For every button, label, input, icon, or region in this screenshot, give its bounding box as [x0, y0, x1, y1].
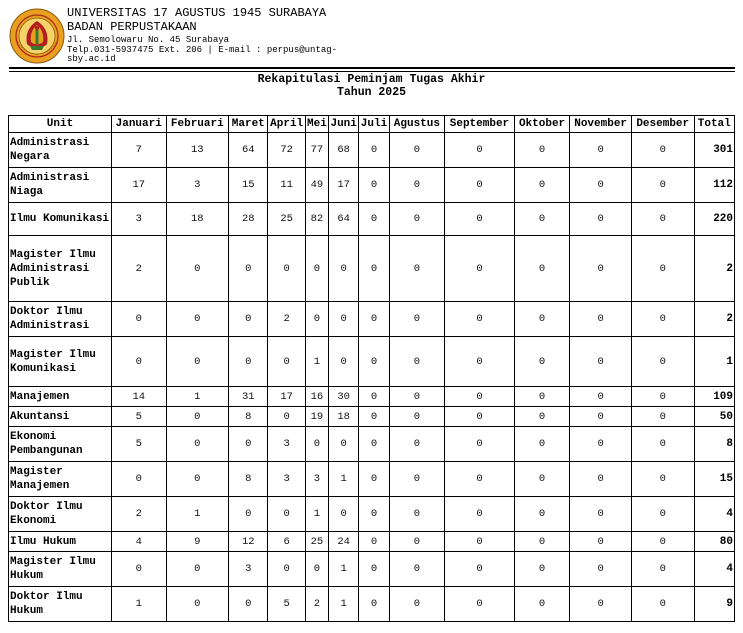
month-value-cell: 25	[268, 203, 305, 236]
total-cell: 4	[694, 497, 734, 532]
month-value-cell: 0	[305, 552, 328, 587]
month-value-cell: 77	[305, 133, 328, 168]
month-value-cell: 31	[229, 387, 268, 407]
month-value-cell: 18	[329, 407, 359, 427]
month-value-cell: 0	[389, 427, 445, 462]
month-value-cell: 0	[570, 203, 632, 236]
month-value-cell: 0	[631, 407, 694, 427]
month-value-cell: 0	[329, 427, 359, 462]
total-cell: 301	[694, 133, 734, 168]
month-value-cell: 3	[166, 168, 229, 203]
month-value-cell: 0	[329, 302, 359, 337]
month-value-cell: 0	[514, 302, 570, 337]
month-value-cell: 0	[445, 133, 515, 168]
month-value-cell: 0	[445, 407, 515, 427]
month-value-cell: 0	[631, 497, 694, 532]
total-cell: 112	[694, 168, 734, 203]
month-value-cell: 0	[166, 587, 229, 622]
month-value-cell: 0	[570, 497, 632, 532]
column-header: Desember	[631, 116, 694, 133]
month-value-cell: 1	[329, 552, 359, 587]
month-value-cell: 0	[514, 532, 570, 552]
month-value-cell: 0	[389, 552, 445, 587]
month-value-cell: 1	[166, 387, 229, 407]
month-value-cell: 0	[166, 462, 229, 497]
month-value-cell: 0	[570, 387, 632, 407]
table-row	[9, 462, 735, 497]
month-value-cell: 0	[359, 532, 389, 552]
table-row	[9, 133, 735, 168]
month-value-cell: 0	[445, 552, 515, 587]
month-value-cell: 0	[305, 427, 328, 462]
month-value-cell: 0	[229, 302, 268, 337]
unit-cell: Administrasi Niaga	[9, 168, 112, 203]
month-value-cell: 68	[329, 133, 359, 168]
month-value-cell: 5	[111, 407, 166, 427]
column-header: September	[445, 116, 515, 133]
month-value-cell: 0	[514, 407, 570, 427]
table-row	[9, 552, 735, 587]
month-value-cell: 0	[445, 532, 515, 552]
month-value-cell: 0	[389, 236, 445, 302]
column-header: Oktober	[514, 116, 570, 133]
column-header: Maret	[229, 116, 268, 133]
total-cell: 220	[694, 203, 734, 236]
address: Jl. Semolowaru No. 45 Surabaya	[67, 35, 230, 45]
month-value-cell: 4	[111, 532, 166, 552]
total-cell: 4	[694, 552, 734, 587]
month-value-cell: 0	[631, 532, 694, 552]
month-value-cell: 0	[268, 337, 305, 387]
month-value-cell: 0	[389, 133, 445, 168]
month-value-cell: 0	[570, 552, 632, 587]
month-value-cell: 0	[359, 407, 389, 427]
month-value-cell: 0	[268, 407, 305, 427]
month-value-cell: 0	[229, 427, 268, 462]
month-value-cell: 0	[514, 168, 570, 203]
column-header: Januari	[111, 116, 166, 133]
month-value-cell: 3	[268, 462, 305, 497]
department-name: BADAN PERPUSTAKAAN	[67, 20, 197, 34]
header-divider-thin	[9, 71, 735, 72]
month-value-cell: 5	[268, 587, 305, 622]
university-name: UNIVERSITAS 17 AGUSTUS 1945 SURABAYA	[67, 6, 327, 20]
month-value-cell: 0	[514, 587, 570, 622]
month-value-cell: 0	[445, 497, 515, 532]
month-value-cell: 0	[166, 407, 229, 427]
month-value-cell: 0	[631, 387, 694, 407]
month-value-cell: 0	[445, 236, 515, 302]
table-row	[9, 168, 735, 203]
month-value-cell: 0	[631, 168, 694, 203]
month-value-cell: 0	[305, 302, 328, 337]
total-cell: 2	[694, 236, 734, 302]
month-value-cell: 1	[305, 337, 328, 387]
month-value-cell: 0	[329, 236, 359, 302]
unit-cell: Magister Ilmu Komunikasi	[9, 337, 112, 387]
month-value-cell: 0	[631, 427, 694, 462]
month-value-cell: 0	[514, 337, 570, 387]
month-value-cell: 0	[631, 462, 694, 497]
month-value-cell: 0	[389, 337, 445, 387]
month-value-cell: 0	[631, 337, 694, 387]
unit-cell: Doktor Ilmu Administrasi	[9, 302, 112, 337]
month-value-cell: 24	[329, 532, 359, 552]
letterhead	[9, 6, 735, 64]
unit-cell: Doktor Ilmu Hukum	[9, 587, 112, 622]
month-value-cell: 8	[229, 407, 268, 427]
month-value-cell: 0	[389, 302, 445, 337]
month-value-cell: 64	[329, 203, 359, 236]
month-value-cell: 0	[445, 587, 515, 622]
borrower-recap-table	[8, 115, 735, 622]
month-value-cell: 64	[229, 133, 268, 168]
month-value-cell: 0	[445, 427, 515, 462]
month-value-cell: 0	[514, 462, 570, 497]
unit-cell: Magister Manajemen	[9, 462, 112, 497]
month-value-cell: 0	[268, 552, 305, 587]
month-value-cell: 0	[570, 462, 632, 497]
column-header: Juni	[329, 116, 359, 133]
month-value-cell: 0	[359, 587, 389, 622]
month-value-cell: 0	[359, 462, 389, 497]
month-value-cell: 0	[445, 203, 515, 236]
column-header: Total	[694, 116, 734, 133]
month-value-cell: 0	[631, 302, 694, 337]
month-value-cell: 28	[229, 203, 268, 236]
month-value-cell: 30	[329, 387, 359, 407]
column-header: April	[268, 116, 305, 133]
month-value-cell: 18	[166, 203, 229, 236]
month-value-cell: 13	[166, 133, 229, 168]
month-value-cell: 0	[445, 168, 515, 203]
contact-info: Telp.031-5937475 Ext. 206 | E-mail : perpus@untag-sby.ac.id	[67, 45, 338, 64]
month-value-cell: 0	[229, 497, 268, 532]
month-value-cell: 0	[389, 203, 445, 236]
month-value-cell: 0	[389, 587, 445, 622]
table-row	[9, 587, 735, 622]
month-value-cell: 0	[631, 236, 694, 302]
month-value-cell: 0	[359, 302, 389, 337]
month-value-cell: 0	[111, 337, 166, 387]
month-value-cell: 17	[111, 168, 166, 203]
month-value-cell: 0	[445, 337, 515, 387]
month-value-cell: 3	[229, 552, 268, 587]
month-value-cell: 0	[268, 497, 305, 532]
month-value-cell: 0	[514, 236, 570, 302]
month-value-cell: 0	[359, 427, 389, 462]
month-value-cell: 0	[631, 133, 694, 168]
unit-cell: Doktor Ilmu Ekonomi	[9, 497, 112, 532]
month-value-cell: 14	[111, 387, 166, 407]
column-header: Mei	[305, 116, 328, 133]
month-value-cell: 0	[389, 532, 445, 552]
report-title-text: Rekapitulasi Peminjam Tugas Akhir	[257, 73, 486, 86]
month-value-cell: 72	[268, 133, 305, 168]
month-value-cell: 0	[389, 387, 445, 407]
report-year: Tahun 2025	[336, 86, 406, 99]
report-title	[0, 73, 743, 99]
month-value-cell: 0	[359, 497, 389, 532]
column-header: Februari	[166, 116, 229, 133]
month-value-cell: 16	[305, 387, 328, 407]
table-row	[9, 203, 735, 236]
month-value-cell: 0	[111, 462, 166, 497]
month-value-cell: 0	[570, 532, 632, 552]
month-value-cell: 0	[111, 302, 166, 337]
column-header: Juli	[359, 116, 389, 133]
month-value-cell: 25	[305, 532, 328, 552]
unit-cell: Manajemen	[9, 387, 112, 407]
university-seal-icon	[9, 8, 65, 64]
unit-cell: Ilmu Komunikasi	[9, 203, 112, 236]
column-header: Unit	[9, 116, 112, 133]
table-row	[9, 387, 735, 407]
month-value-cell: 82	[305, 203, 328, 236]
month-value-cell: 0	[166, 552, 229, 587]
institution-block	[67, 6, 347, 64]
month-value-cell: 0	[359, 552, 389, 587]
month-value-cell: 0	[514, 497, 570, 532]
month-value-cell: 19	[305, 407, 328, 427]
month-value-cell: 2	[305, 587, 328, 622]
total-cell: 1	[694, 337, 734, 387]
month-value-cell: 0	[305, 236, 328, 302]
month-value-cell: 0	[359, 337, 389, 387]
month-value-cell: 0	[359, 203, 389, 236]
month-value-cell: 0	[359, 168, 389, 203]
month-value-cell: 3	[268, 427, 305, 462]
total-cell: 109	[694, 387, 734, 407]
month-value-cell: 0	[229, 236, 268, 302]
month-value-cell: 0	[166, 236, 229, 302]
month-value-cell: 2	[268, 302, 305, 337]
month-value-cell: 0	[570, 133, 632, 168]
total-cell: 50	[694, 407, 734, 427]
month-value-cell: 8	[229, 462, 268, 497]
month-value-cell: 0	[514, 387, 570, 407]
month-value-cell: 0	[329, 337, 359, 387]
month-value-cell: 0	[359, 133, 389, 168]
month-value-cell: 3	[111, 203, 166, 236]
unit-cell: Magister Ilmu Hukum	[9, 552, 112, 587]
month-value-cell: 2	[111, 236, 166, 302]
month-value-cell: 1	[166, 497, 229, 532]
month-value-cell: 7	[111, 133, 166, 168]
total-cell: 15	[694, 462, 734, 497]
month-value-cell: 0	[631, 552, 694, 587]
unit-cell: Ekonomi Pembangunan	[9, 427, 112, 462]
month-value-cell: 0	[359, 387, 389, 407]
month-value-cell: 0	[389, 497, 445, 532]
month-value-cell: 0	[166, 337, 229, 387]
month-value-cell: 0	[631, 587, 694, 622]
month-value-cell: 0	[445, 462, 515, 497]
month-value-cell: 0	[445, 302, 515, 337]
table-row	[9, 407, 735, 427]
header-divider-thick	[9, 67, 735, 69]
month-value-cell: 0	[166, 302, 229, 337]
table-body	[9, 133, 735, 622]
total-cell: 80	[694, 532, 734, 552]
table-row	[9, 236, 735, 302]
month-value-cell: 12	[229, 532, 268, 552]
month-value-cell: 0	[229, 337, 268, 387]
month-value-cell: 0	[389, 407, 445, 427]
month-value-cell: 0	[570, 302, 632, 337]
month-value-cell: 1	[111, 587, 166, 622]
total-cell: 8	[694, 427, 734, 462]
month-value-cell: 0	[389, 168, 445, 203]
table-header-row	[9, 116, 735, 133]
month-value-cell: 17	[268, 387, 305, 407]
month-value-cell: 9	[166, 532, 229, 552]
table-row	[9, 302, 735, 337]
month-value-cell: 0	[514, 552, 570, 587]
month-value-cell: 3	[305, 462, 328, 497]
month-value-cell: 0	[570, 168, 632, 203]
month-value-cell: 0	[631, 203, 694, 236]
unit-cell: Magister Ilmu Administrasi Publik	[9, 236, 112, 302]
month-value-cell: 5	[111, 427, 166, 462]
month-value-cell: 0	[570, 236, 632, 302]
month-value-cell: 0	[570, 407, 632, 427]
month-value-cell: 0	[514, 427, 570, 462]
month-value-cell: 11	[268, 168, 305, 203]
total-cell: 2	[694, 302, 734, 337]
month-value-cell: 0	[268, 236, 305, 302]
table-row	[9, 337, 735, 387]
month-value-cell: 0	[570, 337, 632, 387]
column-header: November	[570, 116, 632, 133]
table-row	[9, 427, 735, 462]
month-value-cell: 0	[166, 427, 229, 462]
column-header: Agustus	[389, 116, 445, 133]
month-value-cell: 1	[329, 462, 359, 497]
unit-cell: Ilmu Hukum	[9, 532, 112, 552]
total-cell: 9	[694, 587, 734, 622]
month-value-cell: 6	[268, 532, 305, 552]
table-row	[9, 497, 735, 532]
month-value-cell: 0	[445, 387, 515, 407]
month-value-cell: 2	[111, 497, 166, 532]
unit-cell: Administrasi Negara	[9, 133, 112, 168]
month-value-cell: 0	[570, 587, 632, 622]
month-value-cell: 15	[229, 168, 268, 203]
month-value-cell: 17	[329, 168, 359, 203]
month-value-cell: 1	[305, 497, 328, 532]
month-value-cell: 0	[389, 462, 445, 497]
month-value-cell: 0	[111, 552, 166, 587]
month-value-cell: 0	[329, 497, 359, 532]
month-value-cell: 1	[329, 587, 359, 622]
month-value-cell: 0	[359, 236, 389, 302]
month-value-cell: 0	[514, 133, 570, 168]
month-value-cell: 0	[229, 587, 268, 622]
month-value-cell: 0	[514, 203, 570, 236]
month-value-cell: 0	[570, 427, 632, 462]
month-value-cell: 49	[305, 168, 328, 203]
unit-cell: Akuntansi	[9, 407, 112, 427]
table-row	[9, 532, 735, 552]
